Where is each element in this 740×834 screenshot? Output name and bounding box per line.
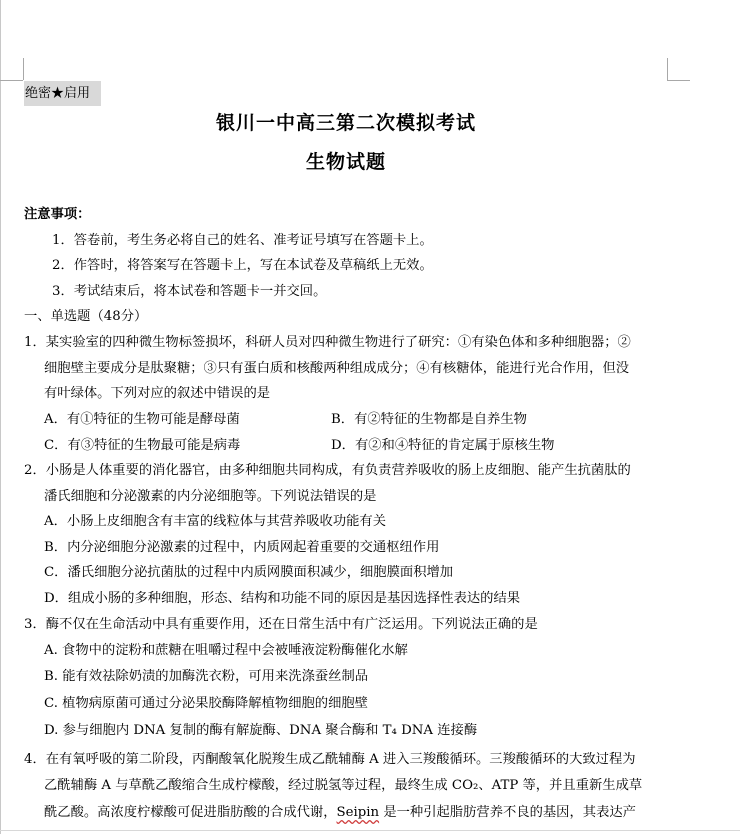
exam-subtitle: 生物试题 — [305, 151, 386, 173]
option: D．组成小肠的多种细胞，形态、结构和功能不同的原因是基因选择性表达的结果 — [44, 591, 521, 606]
option: A. 食物中的淀粉和蔗糖在咀嚼过程中会被唾液淀粉酶催化水解 — [44, 643, 408, 658]
question-line — [44, 803, 636, 823]
spellcheck-word: Seipin — [336, 805, 380, 820]
crop-mark-right-v — [667, 58, 668, 80]
notice-item: 1．答卷前，考生务必将自己的姓名、准考证号填写在答题卡上。 — [52, 233, 433, 248]
question-line: 潘氏细胞和分泌激素的内分泌细胞等。下列说法错误的是 — [44, 489, 377, 504]
notice-item: 3．考试结束后，将本试卷和答题卡一并交回。 — [52, 284, 327, 299]
question-line: 1．某实验室的四种微生物标签损坏，科研人员对四种微生物进行了研究：①有染色体和多种细胞器；② — [24, 335, 631, 350]
question-line: 3．酶不仅在生命活动中具有重要作用，还在日常生活中有广泛运用。下列说法正确的是 — [24, 617, 538, 632]
option: A．小肠上皮细胞含有丰富的线粒体与其营养吸收功能有关 — [44, 514, 387, 529]
question-line: 细胞壁主要成分是肽聚糖；③只有蛋白质和核酸两种组成成分；④有核糖体，能进行光合作用，但没 — [44, 361, 630, 376]
option: B．有②特征的生物都是自养生物 — [331, 412, 527, 427]
crop-mark-right-h — [667, 80, 690, 81]
option: C．潘氏细胞分泌抗菌肽的过程中内质网膜面积减少，细胞膜面积增加 — [44, 565, 454, 580]
crop-mark-left-v — [23, 58, 24, 80]
option: C．有③特征的生物最可能是病毒 — [44, 438, 241, 453]
option: C. 植物病原菌可通过分泌果胶酶降解植物细胞的细胞壁 — [44, 696, 368, 711]
question-line: 4．在有氧呼吸的第二阶段，丙酮酸氧化脱羧生成乙酰辅酶 A 进入三羧酸循环。三羧酸循环的大致过程为 — [24, 752, 636, 767]
question-line: 乙酰辅酶 A 与草酰乙酸缩合生成柠檬酸，经过脱氢等过程，最终生成 CO₂、ATP 等，并且重新生成草 — [44, 778, 643, 793]
notice-heading: 注意事项： — [24, 207, 91, 222]
exam-title: 银川一中高三第二次模拟考试 — [215, 112, 476, 134]
option: B．内分泌细胞分泌激素的过程中，内质网起着重要的交通枢纽作用 — [44, 540, 440, 555]
option: A．有①特征的生物可能是酵母菌 — [44, 412, 240, 427]
question-line: 有叶绿体。下列对应的叙述中错误的是 — [44, 386, 271, 401]
option: D. 参与细胞内 DNA 复制的酶有解旋酶、DNA 聚合酶和 T₄ DNA 连接酶 — [44, 723, 478, 738]
notice-item: 2．作答时，将答案写在答题卡上，写在本试卷及草稿纸上无效。 — [52, 258, 433, 273]
page-bottom-edge — [0, 830, 740, 831]
option: D．有②和④特征的肯定属于原核生物 — [331, 438, 555, 453]
crop-mark-left-h — [0, 80, 23, 81]
option: B. 能有效祛除奶渍的加酶洗衣粉，可用来洗涤蚕丝制品 — [44, 669, 369, 684]
question-text: 是一种引起脂肪营养不良的基因，其表达产 — [379, 805, 636, 820]
secret-label: 绝密★启用 — [24, 81, 101, 106]
question-line: 2．小肠是人体重要的消化器官，由多种细胞共同构成，有负责营养吸收的肠上皮细胞、能产生抗菌肽的 — [24, 463, 631, 478]
section-heading: 一、单选题（48分） — [24, 309, 148, 324]
question-text: 酰乙酸。高浓度柠檬酸可促进脂肪酸的合成代谢， — [44, 805, 337, 820]
